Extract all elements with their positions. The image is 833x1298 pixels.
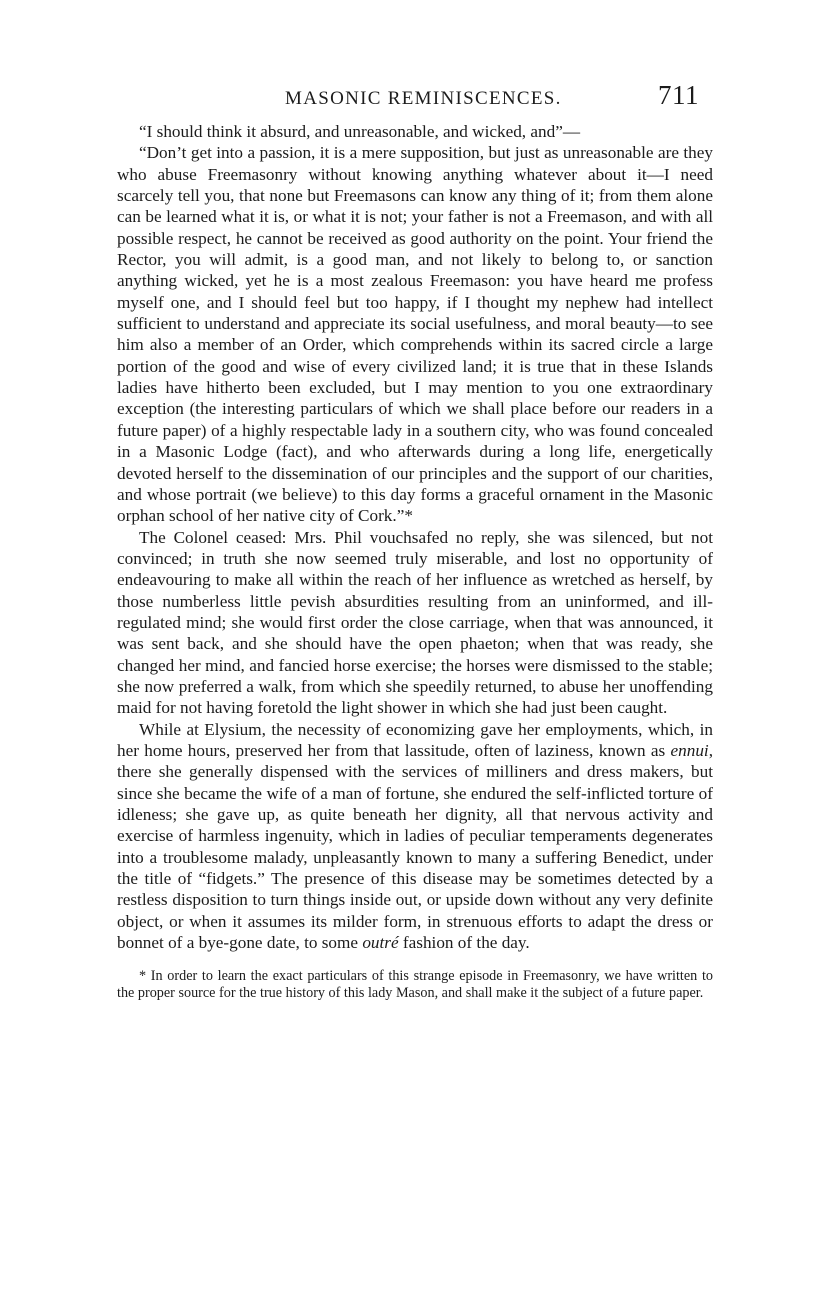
paragraph: [117, 121, 713, 142]
paragraph-text: While at Elysium, the necessity of economizing gave her employments, which, in her home hours, preserved her from that lassitude, often of laziness, known as: [117, 719, 713, 760]
running-title: MASONIC REMINISCENCES.: [285, 88, 562, 109]
body-text: [117, 121, 713, 953]
paragraph-text: fashion of the day.: [398, 933, 530, 953]
paragraph: [117, 719, 713, 954]
footnote-text: * In order to learn the exact particulars of this strange episode in Freemasonry, we have written to the proper source for the true history of this lady Mason, and shall make it the subject of a future paper.: [117, 968, 713, 1002]
paragraph-text: “Don’t get into a passion, it is a mere supposition, but just as unreasonable are they who abuse Freemasonry without knowing anything whatever about it—I need scarcely tell you, that none but Freemasons can know any thing of it; from them alone can be learned what it is, or what it is not; your father is not a Freemason, and with all possible respect, he cannot be received as good authority on the point. Your friend the Rector, you will admit, is a good man, and not likely to belong to, or sanction anything wicked, yet he is a most zealous Freemason: you have heard me profess myself one, and I should feel but too happy, if I thought my nephew had intellect sufficient to understand and appreciate its social usefulness, and moral beauty—to see him also a member of an Order, which comprehends within its sacred circle a large portion of the good and wise of every civilized land; it is true that in these Islands ladies have hitherto been excluded, but I may mention to you one extraordinary exception (the interesting particulars of which we shall place before our readers in a future paper) of a highly respectable lady in a southern city, who was found concealed in a Masonic Lodge (fact), and who afterwards during a long life, energetically devoted herself to the dissemination of our principles and the support of our charities, and whose portrait (we believe) to this day forms a graceful ornament in the Masonic orphan school of her native city of Cork.”*: [117, 143, 713, 526]
italic-word: outré: [362, 933, 399, 953]
paragraph-text: The Colonel ceased: Mrs. Phil vouchsafed no reply, she was silenced, but not convinced; in truth she now seemed truly miserable, and lost no opportunity of endeavouring to make all within the reach of her influence as wretched as herself, by those numberless little pevish absurdities resulting from an uninformed, and ill-regulated mind; she would first order the close carriage, when that was announced, it was sent back, and she should have the open phaeton; when that was ready, she changed her mind, and fancied horse exercise; the horses were dismissed to the stable; she now preferred a walk, from which she speedily returned, to abuse her unoffending maid for not having foretold the light shower in which she had just been caught.: [117, 527, 713, 718]
footnote: [117, 968, 713, 1002]
page-number: 711: [658, 80, 699, 110]
paragraph: [117, 527, 713, 719]
paragraph-text: , there she generally dispensed with the services of milliners and dress makers, but since she became the wife of a man of fortune, she endured the self-inflicted torture of idleness; she gave up, as quite beneath her dignity, all that nervous activity and exercise of harmless ingenuity, which in ladies of peculiar temperaments degenerates into a troublesome malady, unpleasantly known to many a suffering Benedict, under the title of “fidgets.” The presence of this disease may be sometimes detected by a restless disposition to turn things inside out, or upside down without any very definite object, or when it assumes its milder form, in strenuous efforts to adapt the dress or bonnet of a bye-gone date, to some: [117, 740, 713, 953]
running-head: [117, 78, 713, 118]
book-page: [117, 78, 713, 1002]
italic-word: ennui: [670, 740, 709, 760]
paragraph-text: “I should think it absurd, and unreasonable, and wicked, and”—: [139, 122, 581, 141]
paragraph: [117, 142, 713, 526]
